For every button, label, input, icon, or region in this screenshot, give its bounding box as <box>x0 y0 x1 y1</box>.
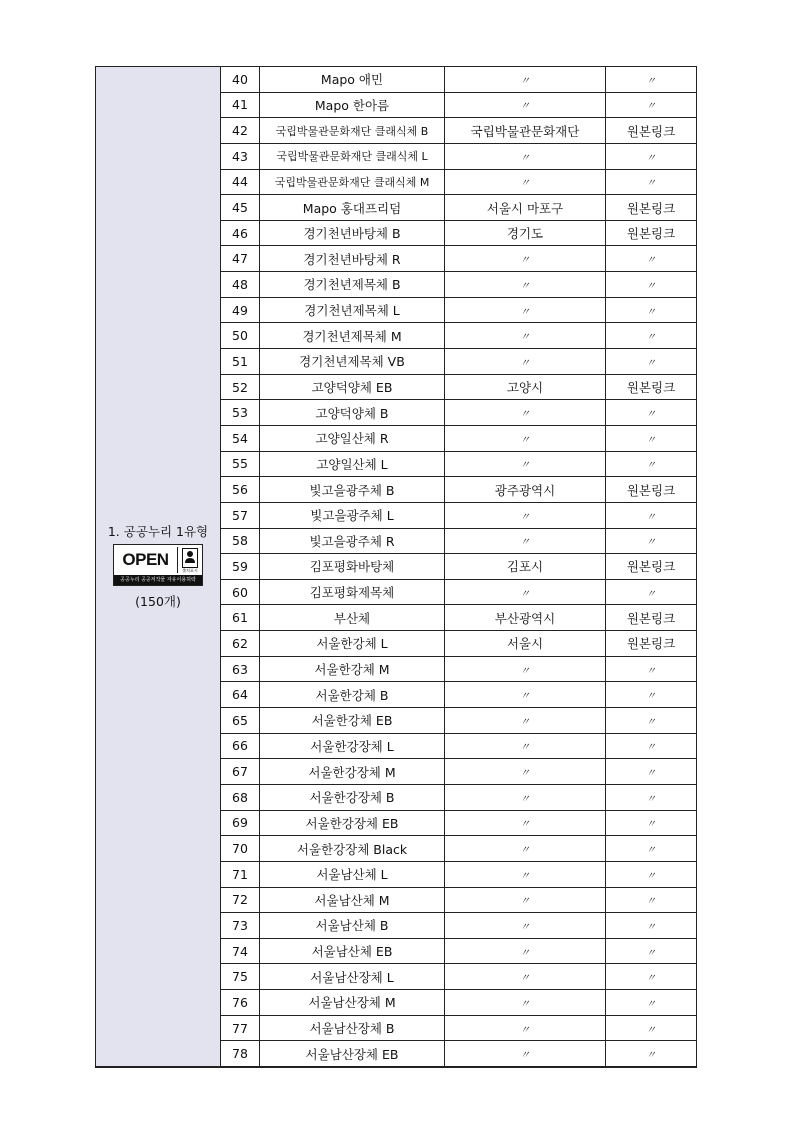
row-number-cell: 47 <box>221 246 260 272</box>
font-name-cell: 서울남산체 EB <box>260 938 445 964</box>
source-link-cell: 〃 <box>606 246 697 272</box>
table-row <box>96 67 697 93</box>
distributor-cell: 〃 <box>445 169 606 195</box>
font-name-cell: 서울한강장체 Black <box>260 836 445 862</box>
distributor-cell: 〃 <box>445 425 606 451</box>
attribution-badge-text: 출처표시 <box>182 567 198 573</box>
font-name-cell: 서울한강체 M <box>260 656 445 682</box>
font-name-cell: 빛고을광주체 L <box>260 502 445 528</box>
source-link-cell: 원본링크 <box>606 118 697 144</box>
font-name-cell: 경기천년제목체 L <box>260 297 445 323</box>
row-number-cell: 45 <box>221 195 260 221</box>
row-number-cell: 57 <box>221 502 260 528</box>
source-link-cell: 〃 <box>606 297 697 323</box>
row-number-cell: 41 <box>221 92 260 118</box>
source-link-cell: 〃 <box>606 400 697 426</box>
font-name-cell: 고양일산체 L <box>260 451 445 477</box>
row-number-cell: 48 <box>221 272 260 298</box>
font-name-cell: 경기천년바탕체 B <box>260 220 445 246</box>
row-number-cell: 71 <box>221 861 260 887</box>
font-name-cell: 빛고을광주체 B <box>260 477 445 503</box>
source-link-cell: 〃 <box>606 784 697 810</box>
source-link-cell: 〃 <box>606 656 697 682</box>
row-number-cell: 43 <box>221 143 260 169</box>
source-link-cell: 〃 <box>606 990 697 1016</box>
distributor-cell: 〃 <box>445 400 606 426</box>
distributor-cell: 〃 <box>445 272 606 298</box>
font-name-cell: 서울남산장체 M <box>260 990 445 1016</box>
distributor-cell: 〃 <box>445 349 606 375</box>
source-link-cell: 〃 <box>606 425 697 451</box>
font-name-cell: 고양일산체 R <box>260 425 445 451</box>
distributor-cell: 서울시 <box>445 631 606 657</box>
font-license-table <box>95 66 697 1068</box>
source-link-cell: 〃 <box>606 323 697 349</box>
font-name-cell: 서울한강장체 EB <box>260 810 445 836</box>
font-name-cell: 경기천년제목체 B <box>260 272 445 298</box>
source-link-cell: 〃 <box>606 272 697 298</box>
font-name-cell: 고양덕양체 B <box>260 400 445 426</box>
row-number-cell: 52 <box>221 374 260 400</box>
font-license-table-page <box>95 66 697 1068</box>
distributor-cell: 〃 <box>445 682 606 708</box>
distributor-cell: 〃 <box>445 92 606 118</box>
distributor-cell: 〃 <box>445 1015 606 1041</box>
distributor-cell: 〃 <box>445 579 606 605</box>
font-name-cell: 서울한강체 L <box>260 631 445 657</box>
distributor-cell: 〃 <box>445 810 606 836</box>
source-link-cell: 〃 <box>606 938 697 964</box>
row-number-cell: 61 <box>221 605 260 631</box>
row-number-cell: 78 <box>221 1041 260 1067</box>
row-number-cell: 66 <box>221 733 260 759</box>
row-number-cell: 46 <box>221 220 260 246</box>
source-link-cell: 〃 <box>606 913 697 939</box>
distributor-cell: 〃 <box>445 784 606 810</box>
row-number-cell: 74 <box>221 938 260 964</box>
source-link-cell: 〃 <box>606 682 697 708</box>
font-name-cell: 서울남산체 L <box>260 861 445 887</box>
distributor-cell: 〃 <box>445 861 606 887</box>
distributor-cell: 〃 <box>445 964 606 990</box>
source-link-cell: 원본링크 <box>606 631 697 657</box>
font-name-cell: 서울남산장체 EB <box>260 1041 445 1067</box>
distributor-cell: 〃 <box>445 938 606 964</box>
distributor-cell: 〃 <box>445 67 606 93</box>
source-link-cell: 〃 <box>606 169 697 195</box>
row-number-cell: 58 <box>221 528 260 554</box>
source-link-cell: 원본링크 <box>606 220 697 246</box>
source-link-cell: 〃 <box>606 67 697 93</box>
font-name-cell: Mapo 한아름 <box>260 92 445 118</box>
row-number-cell: 44 <box>221 169 260 195</box>
source-link-cell: 〃 <box>606 861 697 887</box>
source-link-cell: 원본링크 <box>606 477 697 503</box>
row-number-cell: 50 <box>221 323 260 349</box>
row-number-cell: 63 <box>221 656 260 682</box>
distributor-cell: 고양시 <box>445 374 606 400</box>
font-name-cell: 경기천년제목체 M <box>260 323 445 349</box>
row-number-cell: 51 <box>221 349 260 375</box>
row-number-cell: 67 <box>221 759 260 785</box>
font-name-cell: 서울한강장체 B <box>260 784 445 810</box>
row-number-cell: 68 <box>221 784 260 810</box>
distributor-cell: 〃 <box>445 297 606 323</box>
distributor-cell: 〃 <box>445 246 606 272</box>
distributor-cell: 〃 <box>445 708 606 734</box>
source-link-cell: 〃 <box>606 836 697 862</box>
font-name-cell: 서울한강장체 M <box>260 759 445 785</box>
license-category-label: 1. 공공누리 1유형 <box>107 524 209 540</box>
distributor-cell: 〃 <box>445 323 606 349</box>
row-number-cell: 75 <box>221 964 260 990</box>
row-number-cell: 69 <box>221 810 260 836</box>
row-number-cell: 56 <box>221 477 260 503</box>
distributor-cell: 광주광역시 <box>445 477 606 503</box>
source-link-cell: 〃 <box>606 733 697 759</box>
source-link-cell: 〃 <box>606 1041 697 1067</box>
font-name-cell: 서울남산체 M <box>260 887 445 913</box>
font-name-cell: 빛고을광주체 R <box>260 528 445 554</box>
source-link-cell: 원본링크 <box>606 605 697 631</box>
source-link-cell: 〃 <box>606 759 697 785</box>
open-license-logo <box>113 544 203 586</box>
font-name-cell: 부산체 <box>260 605 445 631</box>
source-link-cell: 원본링크 <box>606 374 697 400</box>
distributor-cell: 〃 <box>445 656 606 682</box>
font-name-cell: 서울남산장체 B <box>260 1015 445 1041</box>
distributor-cell: 〃 <box>445 451 606 477</box>
source-link-cell: 〃 <box>606 887 697 913</box>
source-link-cell: 〃 <box>606 143 697 169</box>
license-category <box>96 522 220 610</box>
font-name-cell: 고양덕양체 EB <box>260 374 445 400</box>
row-number-cell: 40 <box>221 67 260 93</box>
source-link-cell: 〃 <box>606 810 697 836</box>
row-number-cell: 64 <box>221 682 260 708</box>
distributor-cell: 〃 <box>445 733 606 759</box>
license-category-count: (150개) <box>135 594 181 610</box>
font-name-cell: 경기천년바탕체 R <box>260 246 445 272</box>
source-link-cell: 〃 <box>606 528 697 554</box>
font-name-cell: 김포평화제목체 <box>260 579 445 605</box>
distributor-cell: 서울시 마포구 <box>445 195 606 221</box>
font-name-cell: 서울남산체 B <box>260 913 445 939</box>
row-number-cell: 65 <box>221 708 260 734</box>
row-number-cell: 70 <box>221 836 260 862</box>
source-link-cell: 〃 <box>606 349 697 375</box>
distributor-cell: 〃 <box>445 990 606 1016</box>
font-name-cell: 김포평화바탕체 <box>260 554 445 580</box>
row-number-cell: 73 <box>221 913 260 939</box>
font-name-cell: 서울한강장체 L <box>260 733 445 759</box>
distributor-cell: 김포시 <box>445 554 606 580</box>
distributor-cell: 국립박물관문화재단 <box>445 118 606 144</box>
source-link-cell: 〃 <box>606 964 697 990</box>
row-number-cell: 76 <box>221 990 260 1016</box>
font-name-cell: 서울남산장체 L <box>260 964 445 990</box>
row-number-cell: 54 <box>221 425 260 451</box>
font-name-cell: 국립박물관문화재단 클래식체 B <box>260 118 445 144</box>
row-number-cell: 53 <box>221 400 260 426</box>
source-link-cell: 원본링크 <box>606 195 697 221</box>
distributor-cell: 〃 <box>445 759 606 785</box>
row-number-cell: 62 <box>221 631 260 657</box>
row-number-cell: 42 <box>221 118 260 144</box>
row-number-cell: 77 <box>221 1015 260 1041</box>
table-body <box>96 67 697 1067</box>
row-number-cell: 60 <box>221 579 260 605</box>
attribution-person-icon <box>177 547 202 573</box>
distributor-cell: 〃 <box>445 502 606 528</box>
font-name-cell: 서울한강체 EB <box>260 708 445 734</box>
source-link-cell: 원본링크 <box>606 554 697 580</box>
distributor-cell: 경기도 <box>445 220 606 246</box>
font-name-cell: Mapo 애민 <box>260 67 445 93</box>
source-link-cell: 〃 <box>606 1015 697 1041</box>
source-link-cell: 〃 <box>606 92 697 118</box>
font-name-cell: 경기천년제목체 VB <box>260 349 445 375</box>
row-number-cell: 72 <box>221 887 260 913</box>
license-category-cell <box>96 67 221 1067</box>
distributor-cell: 〃 <box>445 143 606 169</box>
source-link-cell: 〃 <box>606 502 697 528</box>
distributor-cell: 〃 <box>445 1041 606 1067</box>
open-logo-caption: 공공누리 공공저작물 자유이용허락 <box>114 575 202 585</box>
distributor-cell: 〃 <box>445 913 606 939</box>
source-link-cell: 〃 <box>606 708 697 734</box>
row-number-cell: 59 <box>221 554 260 580</box>
font-name-cell: 국립박물관문화재단 클래식체 M <box>260 169 445 195</box>
source-link-cell: 〃 <box>606 451 697 477</box>
row-number-cell: 49 <box>221 297 260 323</box>
font-name-cell: 국립박물관문화재단 클래식체 L <box>260 143 445 169</box>
row-number-cell: 55 <box>221 451 260 477</box>
font-name-cell: 서울한강체 B <box>260 682 445 708</box>
font-name-cell: Mapo 홍대프리덤 <box>260 195 445 221</box>
source-link-cell: 〃 <box>606 579 697 605</box>
distributor-cell: 〃 <box>445 836 606 862</box>
open-logo-text: OPEN <box>122 550 169 570</box>
distributor-cell: 〃 <box>445 528 606 554</box>
distributor-cell: 〃 <box>445 887 606 913</box>
distributor-cell: 부산광역시 <box>445 605 606 631</box>
